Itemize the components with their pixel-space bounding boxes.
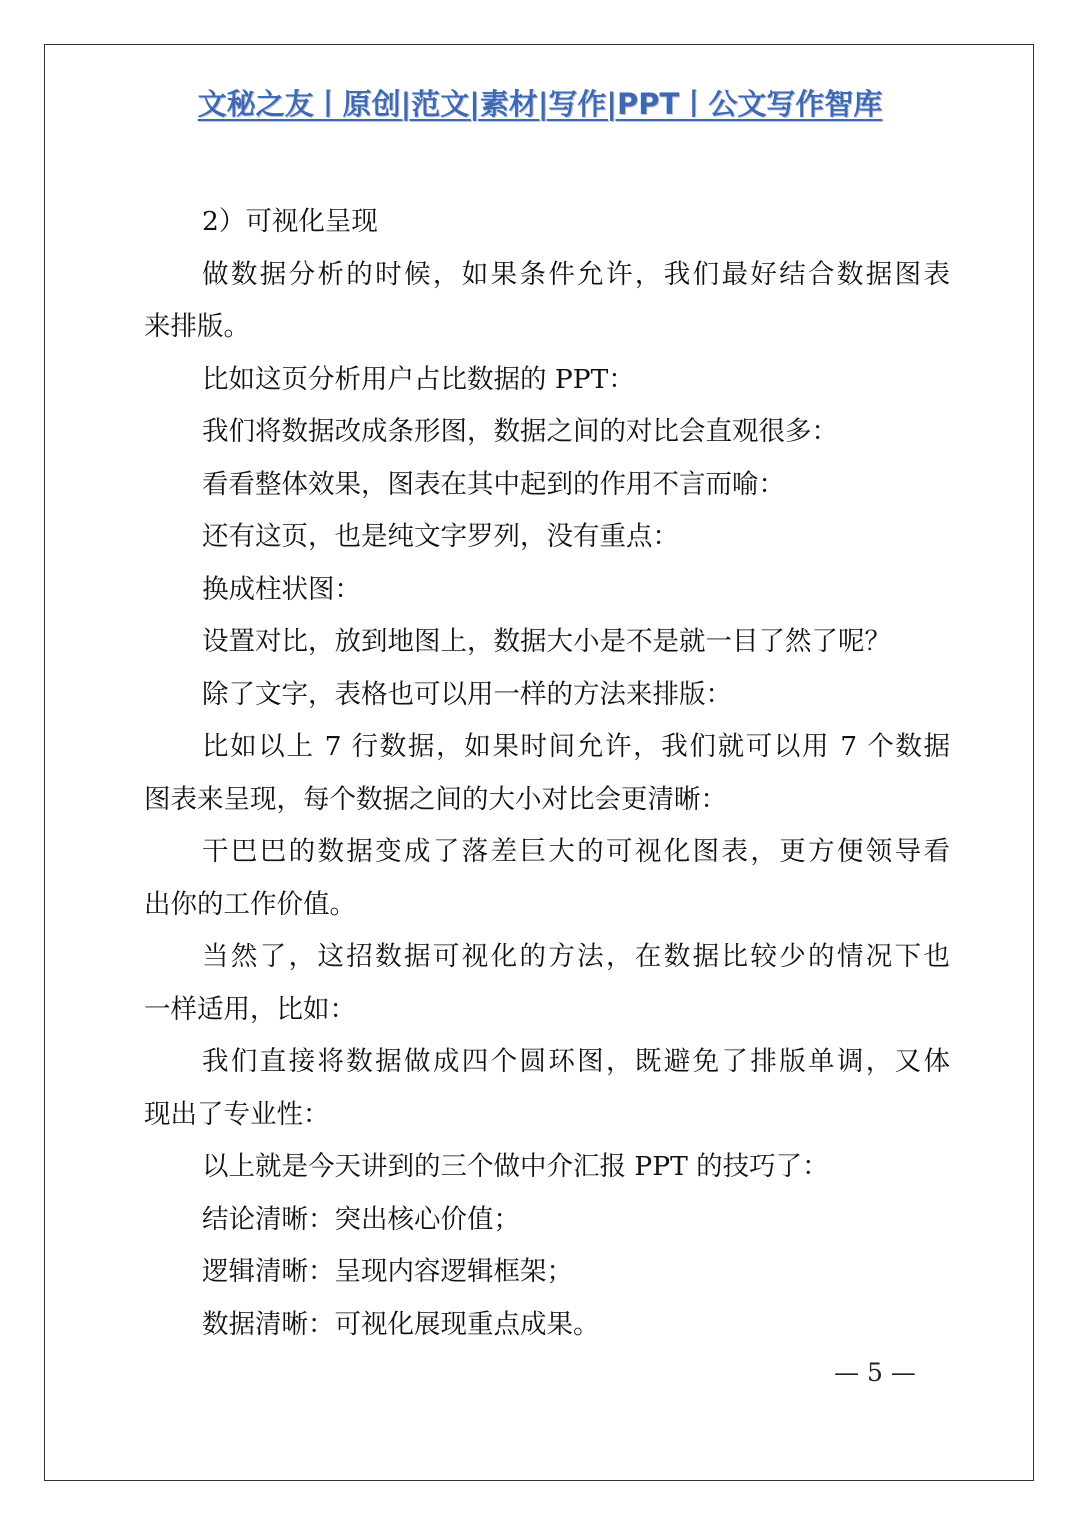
paragraph-line: 一样适用，比如： [144,993,356,1025]
paragraph-line: 干巴巴的数据变成了落差巨大的可视化图表，更方便领导看 [202,836,950,867]
paragraph-line: 我们直接将数据做成四个圆环图，既避免了排版单调，又体 [202,1046,950,1077]
paragraph-line: 除了文字，表格也可以用一样的方法来排版： [202,678,732,710]
paragraph-line: 比如这页分析用户占比数据的 PPT： [202,363,635,395]
paragraph-line: 做数据分析的时候，如果条件允许，我们最好结合数据图表 [202,258,950,290]
header-title: 文秘之友丨原创|范文|素材|写作|PPT丨公文写作智库 [197,87,883,121]
paragraph-line: 换成柱状图： [202,573,361,605]
paragraph-line: 以上就是今天讲到的三个做中介汇报 PPT 的技巧了： [202,1151,829,1182]
paragraph-line: 比如以上 7 行数据，如果时间允许，我们就可以用 7 个数据 [202,731,950,762]
paragraph-line: 现出了专业性： [144,1098,330,1130]
document-body [144,196,950,1351]
paragraph-line: 图表来呈现，每个数据之间的大小对比会更清晰： [144,783,727,815]
summary-item: 逻辑清晰：呈现内容逻辑框架； [202,1256,573,1287]
section-heading: 2）可视化呈现 [202,206,378,237]
paragraph-line: 来排版。 [144,311,250,342]
paragraph-line: 还有这页，也是纯文字罗列，没有重点： [202,521,679,552]
page-number: — 5 — [834,1358,916,1387]
paragraph-line: 出你的工作价值。 [144,888,356,920]
paragraph-line: 我们将数据改成条形图，数据之间的对比会直观很多： [202,416,838,447]
page-header [0,82,1080,123]
paragraph-line: 设置对比，放到地图上，数据大小是不是就一目了然了呢？ [202,626,891,657]
paragraph-line: 当然了，这招数据可视化的方法，在数据比较少的情况下也 [202,941,950,972]
summary-item: 结论清晰：突出核心价值； [202,1203,520,1235]
paragraph-line: 看看整体效果，图表在其中起到的作用不言而喻： [202,468,785,500]
summary-item: 数据清晰：可视化展现重点成果。 [202,1308,600,1340]
